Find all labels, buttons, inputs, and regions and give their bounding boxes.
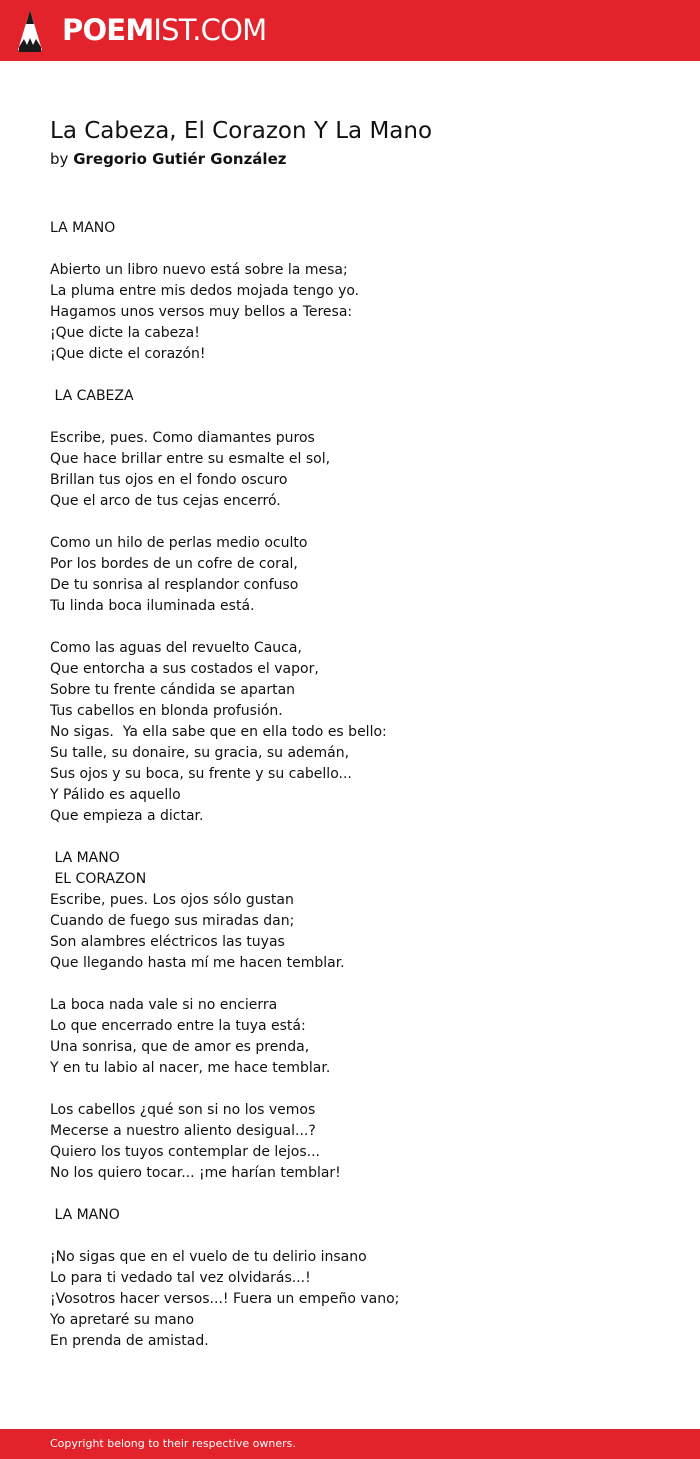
poem-line: ¡Vosotros hacer versos...! Fuera un empeño vano; xyxy=(50,1291,400,1307)
poem-line: Como un hilo de perlas medio oculto xyxy=(50,535,308,551)
footer-bar xyxy=(0,1429,700,1459)
poem-line: Yo apretaré su mano xyxy=(50,1312,195,1328)
poem-line: Y en tu labio al nacer, me hace temblar. xyxy=(50,1060,331,1076)
poem-line: Lo que encerrado entre la tuya está: xyxy=(50,1018,306,1034)
poem-line: Que llegando hasta mí me hacen temblar. xyxy=(50,955,345,971)
poem-line xyxy=(50,407,670,428)
pencil-logo-icon[interactable] xyxy=(17,9,43,53)
poem-line: Tu linda boca iluminada está. xyxy=(50,598,255,614)
poem-line: Sobre tu frente cándida se apartan xyxy=(50,682,296,698)
poem-line xyxy=(50,239,670,260)
poem-line: LA CABEZA xyxy=(50,388,134,404)
poem-line: Una sonrisa, que de amor es prenda, xyxy=(50,1039,310,1055)
poem-line xyxy=(50,974,670,995)
poem-line xyxy=(50,365,670,386)
poem-line xyxy=(50,1226,670,1247)
poem-line: ¡Que dicte el corazón! xyxy=(50,346,206,362)
poem-line: Que hace brillar entre su esmalte el sol, xyxy=(50,451,331,467)
poem-line: EL CORAZON xyxy=(50,871,147,887)
logo-text-bold: POEM xyxy=(62,13,154,47)
poem-line: LA MANO xyxy=(50,220,116,236)
poem-line: La boca nada vale si no encierra xyxy=(50,997,278,1013)
poem-line xyxy=(50,827,670,848)
poem-byline xyxy=(50,148,286,170)
poem-body xyxy=(50,218,670,1352)
poem-line: Sus ojos y su boca, su frente y su cabello... xyxy=(50,766,352,782)
poem-line xyxy=(50,1079,670,1100)
poem-title: La Cabeza, El Corazon Y La Mano xyxy=(50,118,433,144)
poem-line: Y Pálido es aquello xyxy=(50,787,181,803)
poem-line: Que entorcha a sus costados el vapor, xyxy=(50,661,319,677)
poem-line: Que empieza a dictar. xyxy=(50,808,204,824)
poem-line: Que el arco de tus cejas encerró. xyxy=(50,493,281,509)
poem-line xyxy=(50,512,670,533)
poem-line: Abierto un libro nuevo está sobre la mesa; xyxy=(50,262,348,278)
poem-line xyxy=(50,617,670,638)
poem-line: Hagamos unos versos muy bellos a Teresa: xyxy=(50,304,353,320)
poem-line: Los cabellos ¿qué son si no los vemos xyxy=(50,1102,316,1118)
poem-line xyxy=(50,1184,670,1205)
poem-line: ¡Que dicte la cabeza! xyxy=(50,325,200,341)
poem-line: En prenda de amistad. xyxy=(50,1333,209,1349)
poem-line: Cuando de fuego sus miradas dan; xyxy=(50,913,295,929)
poem-line: No los quiero tocar... ¡me harían temblar! xyxy=(50,1165,341,1181)
author-name: Gregorio Gutiér González xyxy=(73,150,287,168)
site-logo[interactable] xyxy=(62,13,266,47)
logo-text-light: IST.COM xyxy=(153,13,267,47)
poem-line: No sigas. Ya ella sabe que en ella todo es bello: xyxy=(50,724,387,740)
poem-line: Como las aguas del revuelto Cauca, xyxy=(50,640,302,656)
poem-line: Mecerse a nuestro aliento desigual...? xyxy=(50,1123,316,1139)
poem-line: LA MANO xyxy=(50,1207,120,1223)
poem-line: Su talle, su donaire, su gracia, su ademán, xyxy=(50,745,350,761)
poem-line: Son alambres eléctricos las tuyas xyxy=(50,934,285,950)
copyright-text: Copyright belong to their respective owners. xyxy=(50,1437,296,1450)
poem-line: De tu sonrisa al resplandor confuso xyxy=(50,577,299,593)
poem-line: Tus cabellos en blonda profusión. xyxy=(50,703,283,719)
poem-line: Lo para ti vedado tal vez olvidarás...! xyxy=(50,1270,311,1286)
poem-line: Escribe, pues. Los ojos sólo gustan xyxy=(50,892,294,908)
poem-line: Brillan tus ojos en el fondo oscuro xyxy=(50,472,288,488)
poem-line: Por los bordes de un cofre de coral, xyxy=(50,556,298,572)
poem-line: La pluma entre mis dedos mojada tengo yo. xyxy=(50,283,360,299)
by-label: by xyxy=(50,150,69,168)
header-bar xyxy=(0,0,700,61)
poem-line: LA MANO xyxy=(50,850,120,866)
poem-line: ¡No sigas que en el vuelo de tu delirio insano xyxy=(50,1249,367,1265)
poem-line: Quiero los tuyos contemplar de lejos... xyxy=(50,1144,321,1160)
poem-line: Escribe, pues. Como diamantes puros xyxy=(50,430,315,446)
